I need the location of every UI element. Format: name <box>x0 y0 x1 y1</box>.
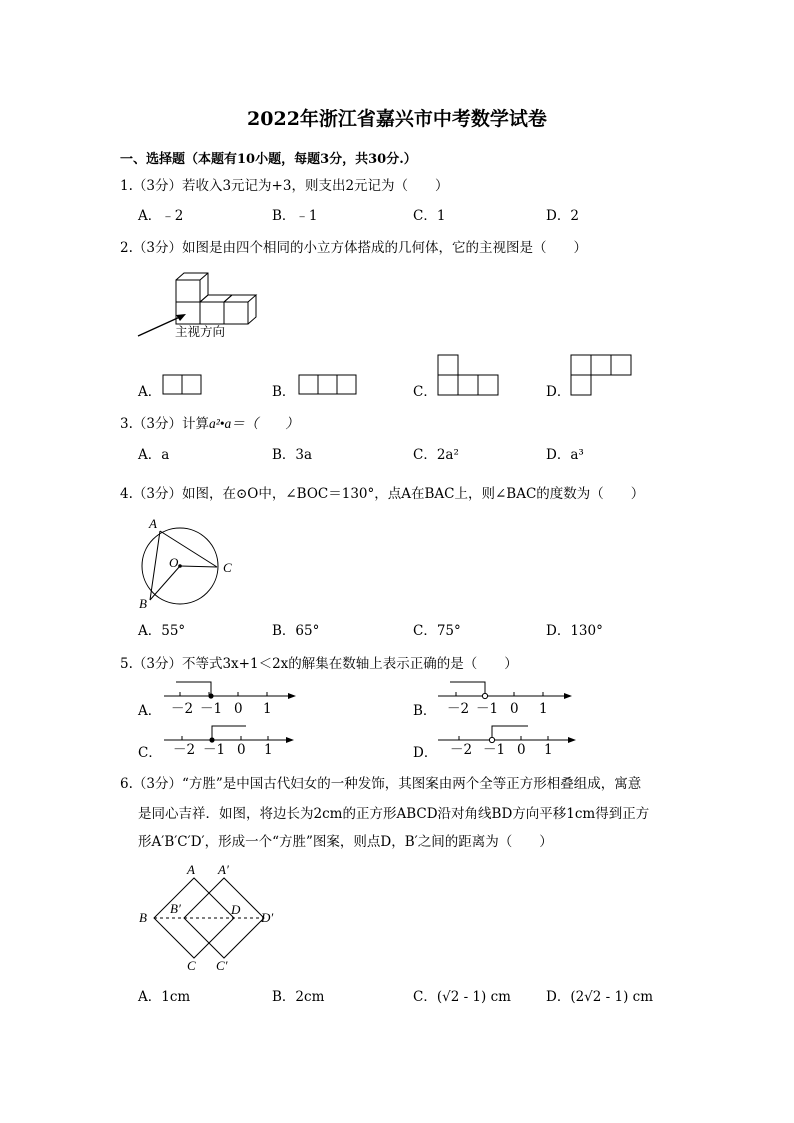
q5-b-tick-neg1: －1 <box>476 701 499 717</box>
q6-point-a-prime-label: A′ <box>218 862 229 877</box>
q5-c-tick-neg2: －2 <box>173 742 196 758</box>
q2-option-c: C． <box>413 384 437 400</box>
q3-option-a: A．a <box>138 447 170 463</box>
q5-option-a-numberline <box>162 678 302 702</box>
q4-point-b-label: B <box>139 596 147 611</box>
q4-point-a-label: A <box>149 516 157 531</box>
q6-point-d-label: D <box>231 902 241 917</box>
q4-option-d: D．130° <box>546 623 603 639</box>
q2-option-c-figure <box>437 354 501 398</box>
q5-option-b: B． <box>413 703 437 719</box>
q6-point-a-label: A <box>187 862 195 877</box>
q2-option-b-figure <box>298 374 360 398</box>
q5-a-tick-0: 0 <box>234 701 243 717</box>
q5-c-tick-1: 1 <box>264 742 273 758</box>
q5-d-tick-0: 0 <box>517 742 526 758</box>
section-heading: 一、选择题（本题有10小题，每题3分，共30分.） <box>120 152 417 167</box>
q2-option-a: A． <box>138 384 162 400</box>
q2-option-d-figure <box>570 354 634 398</box>
q2-option-d: D． <box>546 384 571 400</box>
q3-option-d: D．a³ <box>546 447 584 463</box>
q4-point-o-label: O <box>169 555 179 570</box>
q6-point-b-prime-label: B′ <box>170 901 181 916</box>
q6-point-b-label: B <box>139 910 147 925</box>
question-2-stem: 2.（3分）如图是由四个相同的小立方体搭成的几何体，它的主视图是（ ） <box>120 240 587 256</box>
q5-option-d: D． <box>413 745 438 761</box>
q5-d-tick-neg1: －1 <box>483 742 506 758</box>
q5-a-tick-1: 1 <box>263 701 272 717</box>
q2-view-direction-label: 主视方向 <box>175 324 226 339</box>
q5-c-tick-neg1: －1 <box>203 742 226 758</box>
question-6-line-1: 6.（3分）“方胜”是中国古代妇女的一种发饰，其图案由两个全等正方形相叠组成，寓意 <box>120 776 642 792</box>
q6-point-c-prime-label: C′ <box>216 958 228 973</box>
q6-point-c-label: C <box>187 958 196 973</box>
q5-a-tick-neg1: －1 <box>200 701 223 717</box>
q5-b-tick-1: 1 <box>539 701 548 717</box>
question-3-stem <box>120 414 299 434</box>
q3-stem-prefix: 3.（3分）计算 <box>120 416 209 432</box>
q5-a-tick-neg2: －2 <box>171 701 194 717</box>
question-1-stem: 1.（3分）若收入3元记为+3，则支出2元记为（ ） <box>120 178 449 194</box>
q5-d-tick-neg2: －2 <box>450 742 473 758</box>
q4-option-c: C．75° <box>413 623 461 639</box>
q5-option-b-numberline <box>436 678 576 702</box>
q1-option-a: A．﹣2 <box>138 208 184 224</box>
q2-option-a-figure <box>162 374 204 398</box>
q5-b-tick-neg2: －2 <box>447 701 470 717</box>
q6-option-a: A．1cm <box>138 989 191 1005</box>
q6-option-c: C．(√2 - 1) cm <box>413 989 511 1005</box>
q5-b-tick-0: 0 <box>510 701 519 717</box>
question-6-line-3: 形A′B′C′D′，形成一个“方胜”图案，则点D，B′之间的距离为（ ） <box>138 834 553 850</box>
q3-stem-expression: a²•a＝（ ） <box>208 416 299 431</box>
q1-option-c: C．1 <box>413 208 446 224</box>
q6-option-b: B．2cm <box>272 989 325 1005</box>
q6-option-d: D．(2√2 - 1) cm <box>546 989 654 1005</box>
q6-fangsheng-figure <box>150 870 270 962</box>
q1-option-d: D．2 <box>546 208 579 224</box>
q4-option-a: A．55° <box>138 623 186 639</box>
q3-option-b: B．3a <box>272 447 313 463</box>
question-4-stem: 4.（3分）如图，在⊙O中，∠BOC＝130°，点A在BAC上，则∠BAC的度数为（ ） <box>120 486 645 502</box>
page-title: 2022年浙江省嘉兴市中考数学试卷 <box>247 108 547 130</box>
q5-option-a: A． <box>138 703 162 719</box>
q5-d-tick-1: 1 <box>544 742 553 758</box>
question-6-line-2: 是同心吉祥．如图，将边长为2cm的正方形ABCD沿对角线BD方向平移1cm得到正方 <box>138 806 650 822</box>
q5-option-c: C． <box>138 745 162 761</box>
q5-c-tick-0: 0 <box>237 742 246 758</box>
q4-point-c-label: C <box>223 560 232 575</box>
q4-option-b: B．65° <box>272 623 320 639</box>
q6-point-d-prime-label: D′ <box>261 910 274 925</box>
question-5-stem: 5.（3分）不等式3x+1＜2x的解集在数轴上表示正确的是（ ） <box>120 656 518 672</box>
q3-option-c: C．2a² <box>413 447 459 463</box>
q1-option-b: B．﹣1 <box>272 208 318 224</box>
q2-option-b: B． <box>272 384 296 400</box>
